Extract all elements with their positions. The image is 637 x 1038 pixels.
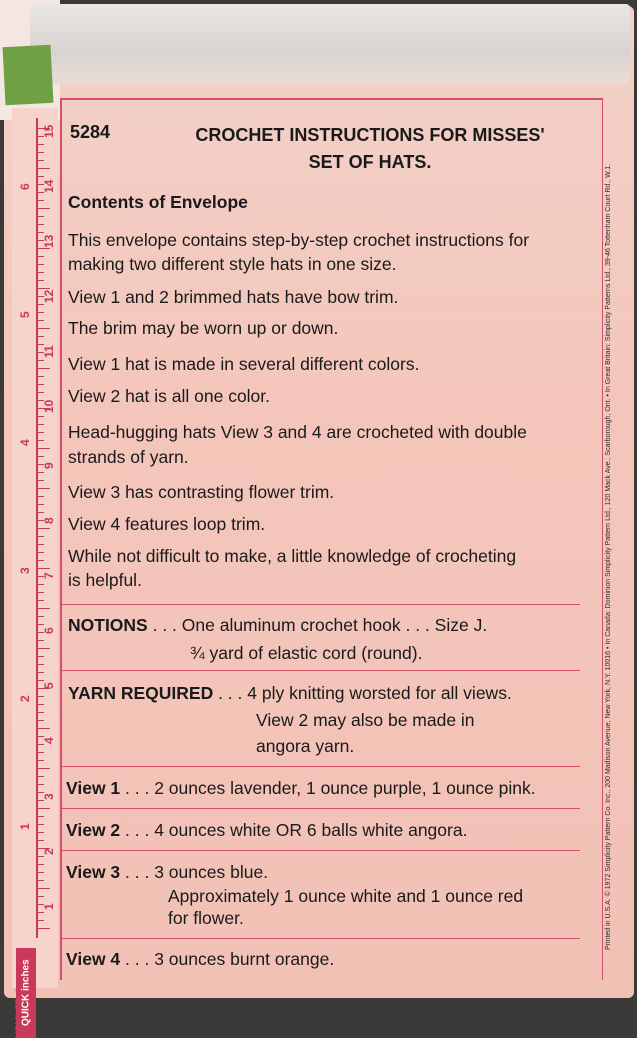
ruler-tick	[38, 488, 50, 489]
contents-line: View 4 features loop trim.	[68, 514, 266, 534]
ruler-tick	[38, 728, 50, 729]
ruler-tick	[38, 152, 44, 153]
ruler-tick	[38, 168, 50, 169]
ruler-tick	[38, 600, 44, 601]
contents-line: View 1 and 2 brimmed hats have bow trim.	[68, 287, 399, 307]
notions-line-1	[68, 613, 487, 637]
divider	[60, 808, 580, 809]
ruler-cm-number: 4	[42, 737, 56, 745]
ruler-tick	[38, 528, 50, 529]
ruler-cm-number: 8	[42, 517, 56, 524]
ruler-tick	[38, 776, 44, 777]
ruler-inch-number: 1	[18, 823, 32, 830]
yarn-text: . . . 4 ply knitting worsted for all views.	[213, 683, 512, 703]
view-2-row	[66, 818, 467, 842]
ruler-tick	[38, 272, 44, 273]
ruler-tick	[38, 816, 44, 817]
ruler-tick	[38, 432, 44, 433]
ruler-cm-number: 13	[42, 234, 56, 248]
ruler-tick	[38, 368, 50, 369]
contents-line: The brim may be worn up or down.	[68, 318, 339, 338]
notions-line-2: ¾ yard of elastic cord (round).	[190, 643, 423, 663]
divider	[60, 670, 580, 671]
ruler-tick	[38, 592, 44, 593]
ruler-cm-number: 10	[42, 400, 56, 414]
ruler-tick	[38, 752, 44, 753]
ruler-tick	[38, 672, 44, 673]
ruler-tick	[38, 376, 44, 377]
ruler-tick	[38, 640, 44, 641]
notions-label: NOTIONS	[68, 615, 148, 635]
title-line-2: SET OF HATS.	[308, 152, 432, 172]
ruler-inch-number: 2	[18, 695, 32, 702]
divider	[60, 850, 580, 851]
ruler-tick	[38, 880, 44, 881]
quick-measure-ruler	[12, 108, 58, 1038]
ruler-cm-number: 11	[42, 345, 56, 359]
ruler-cm-number: 1	[42, 903, 56, 910]
contents-line: making two different style hats in one size.	[68, 254, 397, 274]
page-title	[150, 122, 590, 176]
ruler-inch-number: 4	[18, 439, 32, 446]
ruler-tick	[38, 416, 44, 417]
ruler-cm-number: 3	[42, 792, 56, 800]
view-3-row	[66, 860, 268, 884]
ruler-tick	[38, 200, 44, 201]
pattern-number: 5284	[70, 122, 111, 142]
ruler-tick	[38, 144, 44, 145]
ruler-tick	[38, 624, 44, 625]
ruler-tick	[38, 336, 44, 337]
ruler-measure-label: MEASURE c/ms	[14, 979, 23, 1038]
divider	[60, 938, 580, 939]
ruler-tick	[38, 832, 44, 833]
ruler-tick	[38, 208, 50, 209]
ruler-tick	[38, 744, 44, 745]
yarn-line-3: angora yarn.	[256, 736, 355, 756]
view-3-extra-2: for flower.	[168, 908, 244, 928]
ruler-tick	[38, 888, 50, 889]
copyright-side-text: Printed in U.S.A. © 1972 Simplicity Pattern Co. Inc., 200 Madison Avenue, New York, N.Y. 10016 • In Canada: Dominion Simplicity Pattern Ltd., 120 Mack Ave., Scarborough, Ont. • In Great Britain: Simplicity Patterns Ltd., 39-46 Tottenham Court Rd., W.1.	[605, 163, 612, 950]
ruler-tick	[38, 224, 44, 225]
view-label: View 4	[66, 949, 121, 969]
ruler-tick	[38, 384, 44, 385]
ruler-tick	[38, 496, 44, 497]
ruler-tick	[38, 760, 44, 761]
ruler-tick	[38, 536, 44, 537]
ruler-tick	[38, 800, 44, 801]
ruler-tick	[38, 928, 50, 929]
ruler-tick	[38, 912, 44, 913]
ruler-tick	[38, 440, 44, 441]
ruler-tick	[38, 248, 50, 249]
ruler-inch-number: 5	[18, 311, 32, 318]
ruler-tick	[38, 824, 44, 825]
notions-text: . . . One aluminum crochet hook . . . Size J.	[147, 615, 488, 635]
view-label: View 2	[66, 820, 121, 840]
ruler-inches-label: QUICK inches	[20, 959, 32, 1027]
ruler-tick	[38, 360, 44, 361]
ruler-tick	[38, 480, 44, 481]
divider	[60, 766, 580, 767]
ruler-tick	[38, 512, 44, 513]
view-1-row	[66, 776, 536, 800]
view-text: . . . 4 ounces white OR 6 balls white angora.	[120, 820, 468, 840]
ruler-inch-number: 3	[18, 567, 32, 574]
ruler-tick	[38, 808, 50, 809]
ruler-tick	[38, 160, 44, 161]
ruler-tick	[38, 504, 44, 505]
ruler-tick	[38, 448, 50, 449]
ruler-tick	[38, 664, 44, 665]
ruler-tick	[38, 456, 44, 457]
ruler-tick	[38, 920, 44, 921]
ruler-cm-number: 2	[42, 848, 56, 855]
view-text: . . . 3 ounces blue.	[120, 862, 269, 882]
contents-line: This envelope contains step-by-step crochet instructions for	[68, 230, 530, 250]
contents-line: While not difficult to make, a little knowledge of crocheting	[68, 546, 517, 566]
ruler-tick	[38, 320, 44, 321]
yarn-line-1	[68, 681, 512, 705]
ruler-tick	[38, 840, 44, 841]
view-label: View 1	[66, 778, 121, 798]
ruler-tick	[38, 872, 44, 873]
yarn-label: YARN REQUIRED	[68, 683, 214, 703]
ruler-tick	[38, 656, 44, 657]
ruler-inch-number: 6	[18, 183, 32, 190]
ruler-cm-number: 7	[42, 572, 56, 579]
ruler-tick	[38, 896, 44, 897]
view-text: . . . 3 ounces burnt orange.	[120, 949, 335, 969]
ruler-cm-number: 6	[42, 627, 56, 635]
ruler-cm-number: 12	[42, 289, 56, 304]
contents-line: View 1 hat is made in several different colors.	[68, 354, 420, 374]
ruler-tick	[38, 392, 44, 393]
ruler-tick	[38, 696, 44, 697]
ruler-tick	[38, 864, 44, 865]
contents-line: View 3 has contrasting flower trim.	[68, 482, 335, 502]
ruler-tick	[38, 784, 44, 785]
contents-line: strands of yarn.	[68, 447, 189, 467]
ruler-tick	[38, 472, 44, 473]
yarn-line-2: View 2 may also be made in	[256, 710, 475, 730]
ruler-cm-number: 15	[42, 124, 56, 138]
ruler-tick	[38, 616, 44, 617]
ruler-tick	[38, 280, 44, 281]
ruler-tick	[38, 328, 50, 329]
ruler-tick	[38, 304, 44, 305]
ruler-tick	[38, 256, 44, 257]
ruler-cm-number: 14	[42, 179, 56, 193]
ruler-tick	[38, 312, 44, 313]
view-4-row	[66, 947, 334, 971]
view-label: View 3	[66, 862, 121, 882]
ruler-tick	[38, 584, 44, 585]
ruler-tick	[38, 768, 50, 769]
ruler-cm-number: 9	[42, 461, 56, 469]
ruler-tick	[38, 176, 44, 177]
contents-line: is helpful.	[68, 570, 142, 590]
ruler-tick	[38, 648, 50, 649]
green-tape	[3, 45, 54, 105]
ruler-cm-number: 5	[42, 682, 56, 690]
ruler-tick	[38, 720, 44, 721]
contents-line: Head-hugging hats View 3 and 4 are crocheted with double	[68, 422, 527, 442]
ruler-tick	[38, 424, 44, 425]
contents-heading: Contents of Envelope	[68, 192, 248, 212]
ruler-tick	[38, 680, 44, 681]
divider	[60, 604, 580, 605]
ruler-tick	[38, 560, 44, 561]
ruler-tick	[38, 856, 44, 857]
ruler-tick	[38, 704, 44, 705]
envelope-flap	[30, 4, 630, 84]
ruler-tick	[38, 232, 44, 233]
view-text: . . . 2 ounces lavender, 1 ounce purple, 1 ounce pink.	[120, 778, 536, 798]
ruler-tick	[38, 608, 50, 609]
ruler-tick	[38, 552, 44, 553]
ruler-tick	[38, 544, 44, 545]
ruler-tick	[38, 712, 44, 713]
ruler-tick	[38, 216, 44, 217]
view-3-extra-1: Approximately 1 ounce white and 1 ounce red	[168, 886, 524, 906]
ruler-tick	[38, 264, 44, 265]
title-line-1: CROCHET INSTRUCTIONS FOR MISSES'	[195, 125, 545, 145]
ruler-tick	[38, 568, 50, 569]
contents-line: View 2 hat is all one color.	[68, 386, 271, 406]
